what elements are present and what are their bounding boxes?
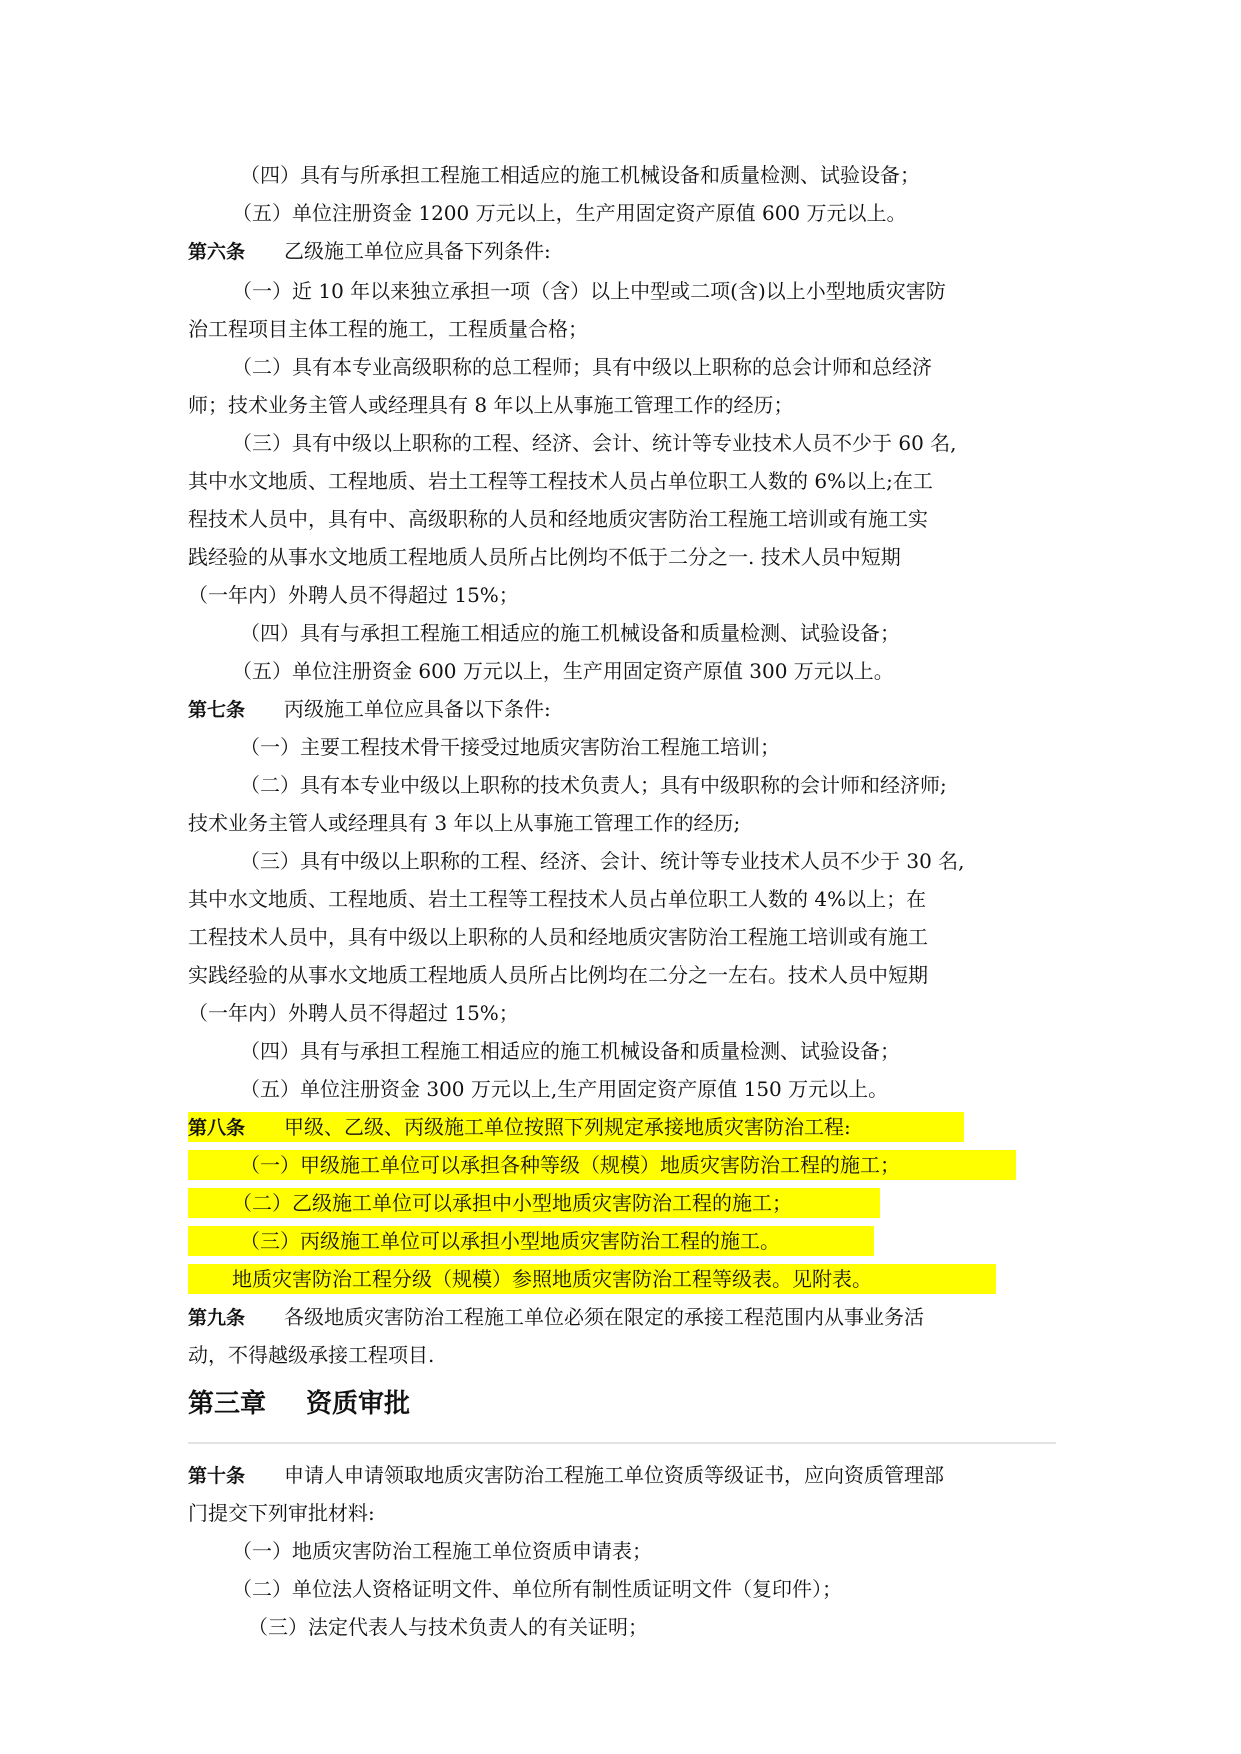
article-text: 甲级、乙级、丙级施工单位按照下列规定承接地质灾害防治工程: <box>284 1115 851 1139</box>
article-6-heading <box>188 236 551 267</box>
paragraph-line: 师；技术业务主管人或经理具有 8 年以上从事施工管理工作的经历； <box>188 393 794 417</box>
article-10-heading <box>188 1460 944 1491</box>
paragraph-line: 其中水文地质、工程地质、岩土工程等工程技术人员占单位职工人数的 4%以上；在 <box>188 887 927 911</box>
paragraph-line: （一）主要工程技术骨干接受过地质灾害防治工程施工培训； <box>240 735 780 759</box>
article-text: 申请人申请领取地质灾害防治工程施工单位资质等级证书，应向资质管理部 <box>284 1463 944 1487</box>
paragraph-line: （四）具有与所承担工程施工相适应的施工机械设备和质量检测、试验设备； <box>240 163 920 187</box>
paragraph-line: （四）具有与承担工程施工相适应的施工机械设备和质量检测、试验设备； <box>240 621 900 645</box>
highlighted-line: （三）丙级施工单位可以承担小型地质灾害防治工程的施工。 <box>240 1229 780 1253</box>
paragraph-line: （一年内）外聘人员不得超过 15%； <box>188 1001 519 1025</box>
paragraph-line: （二）具有本专业高级职称的总工程师；具有中级以上职称的总会计师和总经济 <box>232 355 932 379</box>
article-label: 第七条 <box>188 699 246 721</box>
paragraph-line: （一）地质灾害防治工程施工单位资质申请表； <box>232 1539 652 1563</box>
article-label: 第十条 <box>188 1465 246 1487</box>
paragraph-line: （二）单位法人资格证明文件、单位所有制性质证明文件（复印件）； <box>232 1577 842 1601</box>
paragraph-line: 技术业务主管人或经理具有 3 年以上从事施工管理工作的经历; <box>188 811 741 835</box>
paragraph-line: （三）具有中级以上职称的工程、经济、会计、统计等专业技术人员不少于 30 名, <box>240 849 965 873</box>
article-label: 第九条 <box>188 1307 246 1329</box>
paragraph-line: 实践经验的从事水文地质工程地质人员所占比例均在二分之一左右。技术人员中短期 <box>188 963 928 987</box>
article-label: 第八条 <box>188 1117 246 1139</box>
paragraph-line: 工程技术人员中，具有中级以上职称的人员和经地质灾害防治工程施工培训或有施工 <box>188 925 928 949</box>
paragraph-line: （一）近 10 年以来独立承担一项（含）以上中型或二项(含)以上小型地质灾害防 <box>232 279 946 303</box>
article-7-heading <box>188 694 551 725</box>
divider <box>188 1442 1056 1444</box>
paragraph-line: 门提交下列审批材料: <box>188 1501 375 1525</box>
paragraph-line: （五）单位注册资金 1200 万元以上，生产用固定资产原值 600 万元以上。 <box>232 201 907 225</box>
article-9-heading <box>188 1302 924 1333</box>
paragraph-line: （三）具有中级以上职称的工程、经济、会计、统计等专业技术人员不少于 60 名, <box>232 431 957 455</box>
paragraph-line: （一年内）外聘人员不得超过 15%； <box>188 583 519 607</box>
article-label: 第六条 <box>188 241 246 263</box>
article-text: 丙级施工单位应具备以下条件: <box>284 697 551 721</box>
highlighted-line: （一）甲级施工单位可以承担各种等级（规模）地质灾害防治工程的施工； <box>240 1153 900 1177</box>
article-text: 各级地质灾害防治工程施工单位必须在限定的承接工程范围内从事业务活 <box>284 1305 924 1329</box>
chapter-heading <box>188 1386 410 1422</box>
paragraph-line: 践经验的从事水文地质工程地质人员所占比例均不低于二分之一. 技术人员中短期 <box>188 545 901 569</box>
paragraph-line: 程技术人员中，具有中、高级职称的人员和经地质灾害防治工程施工培训或有施工实 <box>188 507 928 531</box>
highlighted-line: 地质灾害防治工程分级（规模）参照地质灾害防治工程等级表。见附表。 <box>232 1267 872 1291</box>
paragraph-line: （二）具有本专业中级以上职称的技术负责人；具有中级职称的会计师和经济师; <box>240 773 947 797</box>
paragraph-line: （三）法定代表人与技术负责人的有关证明； <box>248 1615 648 1639</box>
paragraph-line: （五）单位注册资金 300 万元以上,生产用固定资产原值 150 万元以上。 <box>240 1077 889 1101</box>
paragraph-line: 治工程项目主体工程的施工，工程质量合格； <box>188 317 588 341</box>
highlighted-line: （二）乙级施工单位可以承担中小型地质灾害防治工程的施工； <box>232 1191 792 1215</box>
paragraph-line: 动，不得越级承接工程项目. <box>188 1343 435 1367</box>
paragraph-line: （四）具有与承担工程施工相适应的施工机械设备和质量检测、试验设备； <box>240 1039 900 1063</box>
article-8-heading <box>188 1112 851 1143</box>
article-text: 乙级施工单位应具备下列条件: <box>284 239 551 263</box>
paragraph-line: 其中水文地质、工程地质、岩土工程等工程技术人员占单位职工人数的 6%以上;在工 <box>188 469 933 493</box>
chapter-title: 资质审批 <box>306 1389 411 1419</box>
chapter-number: 第三章 <box>188 1389 267 1419</box>
paragraph-line: （五）单位注册资金 600 万元以上，生产用固定资产原值 300 万元以上。 <box>232 659 894 683</box>
